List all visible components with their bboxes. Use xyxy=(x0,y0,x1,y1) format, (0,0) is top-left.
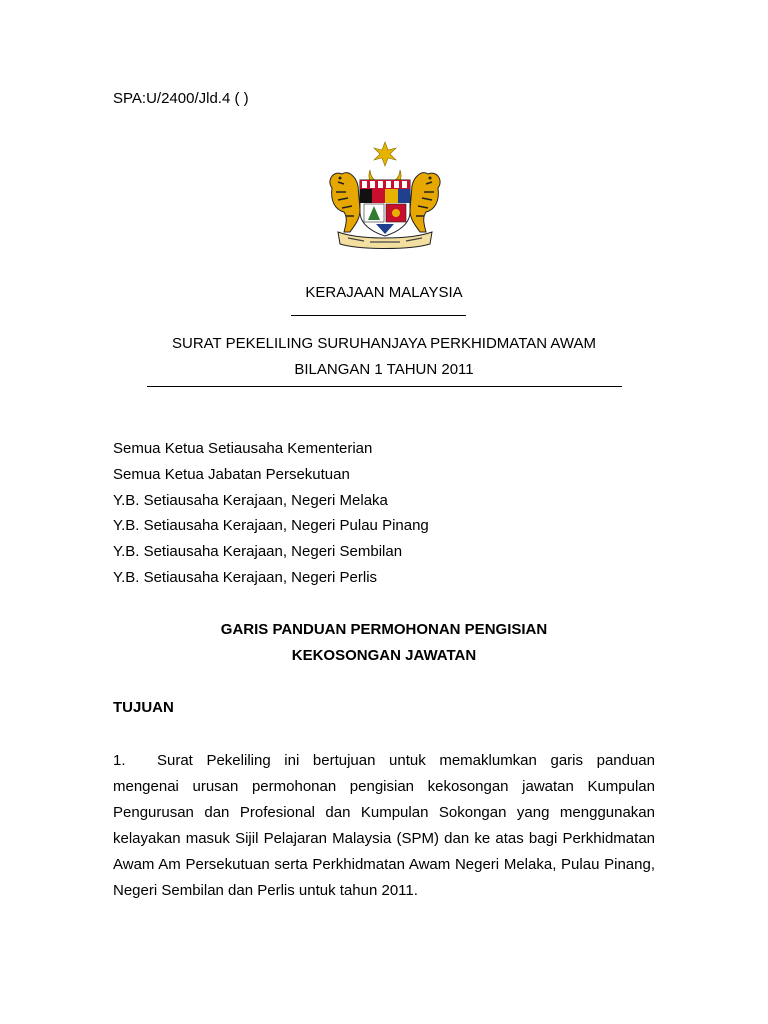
malaysia-coat-of-arms-icon xyxy=(320,140,450,252)
recipient-line: Y.B. Setiausaha Kerajaan, Negeri Sembilan xyxy=(113,543,403,560)
recipient-line: Y.B. Setiausaha Kerajaan, Negeri Pulau Pinang xyxy=(113,517,429,534)
section-heading: TUJUAN xyxy=(113,699,174,716)
subject-line-1: GARIS PANDUAN PERMOHONAN PENGISIAN xyxy=(220,621,548,638)
government-heading: KERAJAAN MALAYSIA xyxy=(305,284,463,301)
paragraph-1 xyxy=(113,748,655,904)
title-underline xyxy=(147,386,622,387)
paragraph-line xyxy=(113,748,655,774)
recipient-line: Semua Ketua Jabatan Persekutuan xyxy=(113,466,350,483)
circular-title: SURAT PEKELILING SURUHANJAYA PERKHIDMATAN AWAM xyxy=(172,335,596,352)
reference-number: SPA:U/2400/Jld.4 ( ) xyxy=(113,90,249,107)
paragraph-line: kelayakan masuk Sijil Pelajaran Malaysia (SPM) dan ke atas bagi Perkhidmatan xyxy=(113,830,655,847)
paragraph-line-text: Surat Pekeliling ini bertujuan untuk memaklumkan garis panduan xyxy=(157,752,655,769)
recipient-line: Y.B. Setiausaha Kerajaan, Negeri Perlis xyxy=(113,569,378,586)
circular-number: BILANGAN 1 TAHUN 2011 xyxy=(294,361,474,378)
paragraph-line: Negeri Sembilan dan Perlis untuk tahun 2011. xyxy=(113,882,418,899)
paragraph-number: 1. xyxy=(113,752,126,769)
recipient-line: Semua Ketua Setiausaha Kementerian xyxy=(113,440,373,457)
coat-of-arms-emblem xyxy=(320,140,450,252)
paragraph-line: mengenai urusan permohonan pengisian kekosongan jawatan Kumpulan xyxy=(113,778,655,795)
heading-underline xyxy=(291,315,466,316)
paragraph-line: Awam Am Persekutuan serta Perkhidmatan Awam Negeri Melaka, Pulau Pinang, xyxy=(113,856,655,873)
recipient-line: Y.B. Setiausaha Kerajaan, Negeri Melaka xyxy=(113,492,388,509)
paragraph-line: Pengurusan dan Profesional dan Kumpulan Sokongan yang menggunakan xyxy=(113,804,655,821)
subject-line-2: KEKOSONGAN JAWATAN xyxy=(291,647,477,664)
